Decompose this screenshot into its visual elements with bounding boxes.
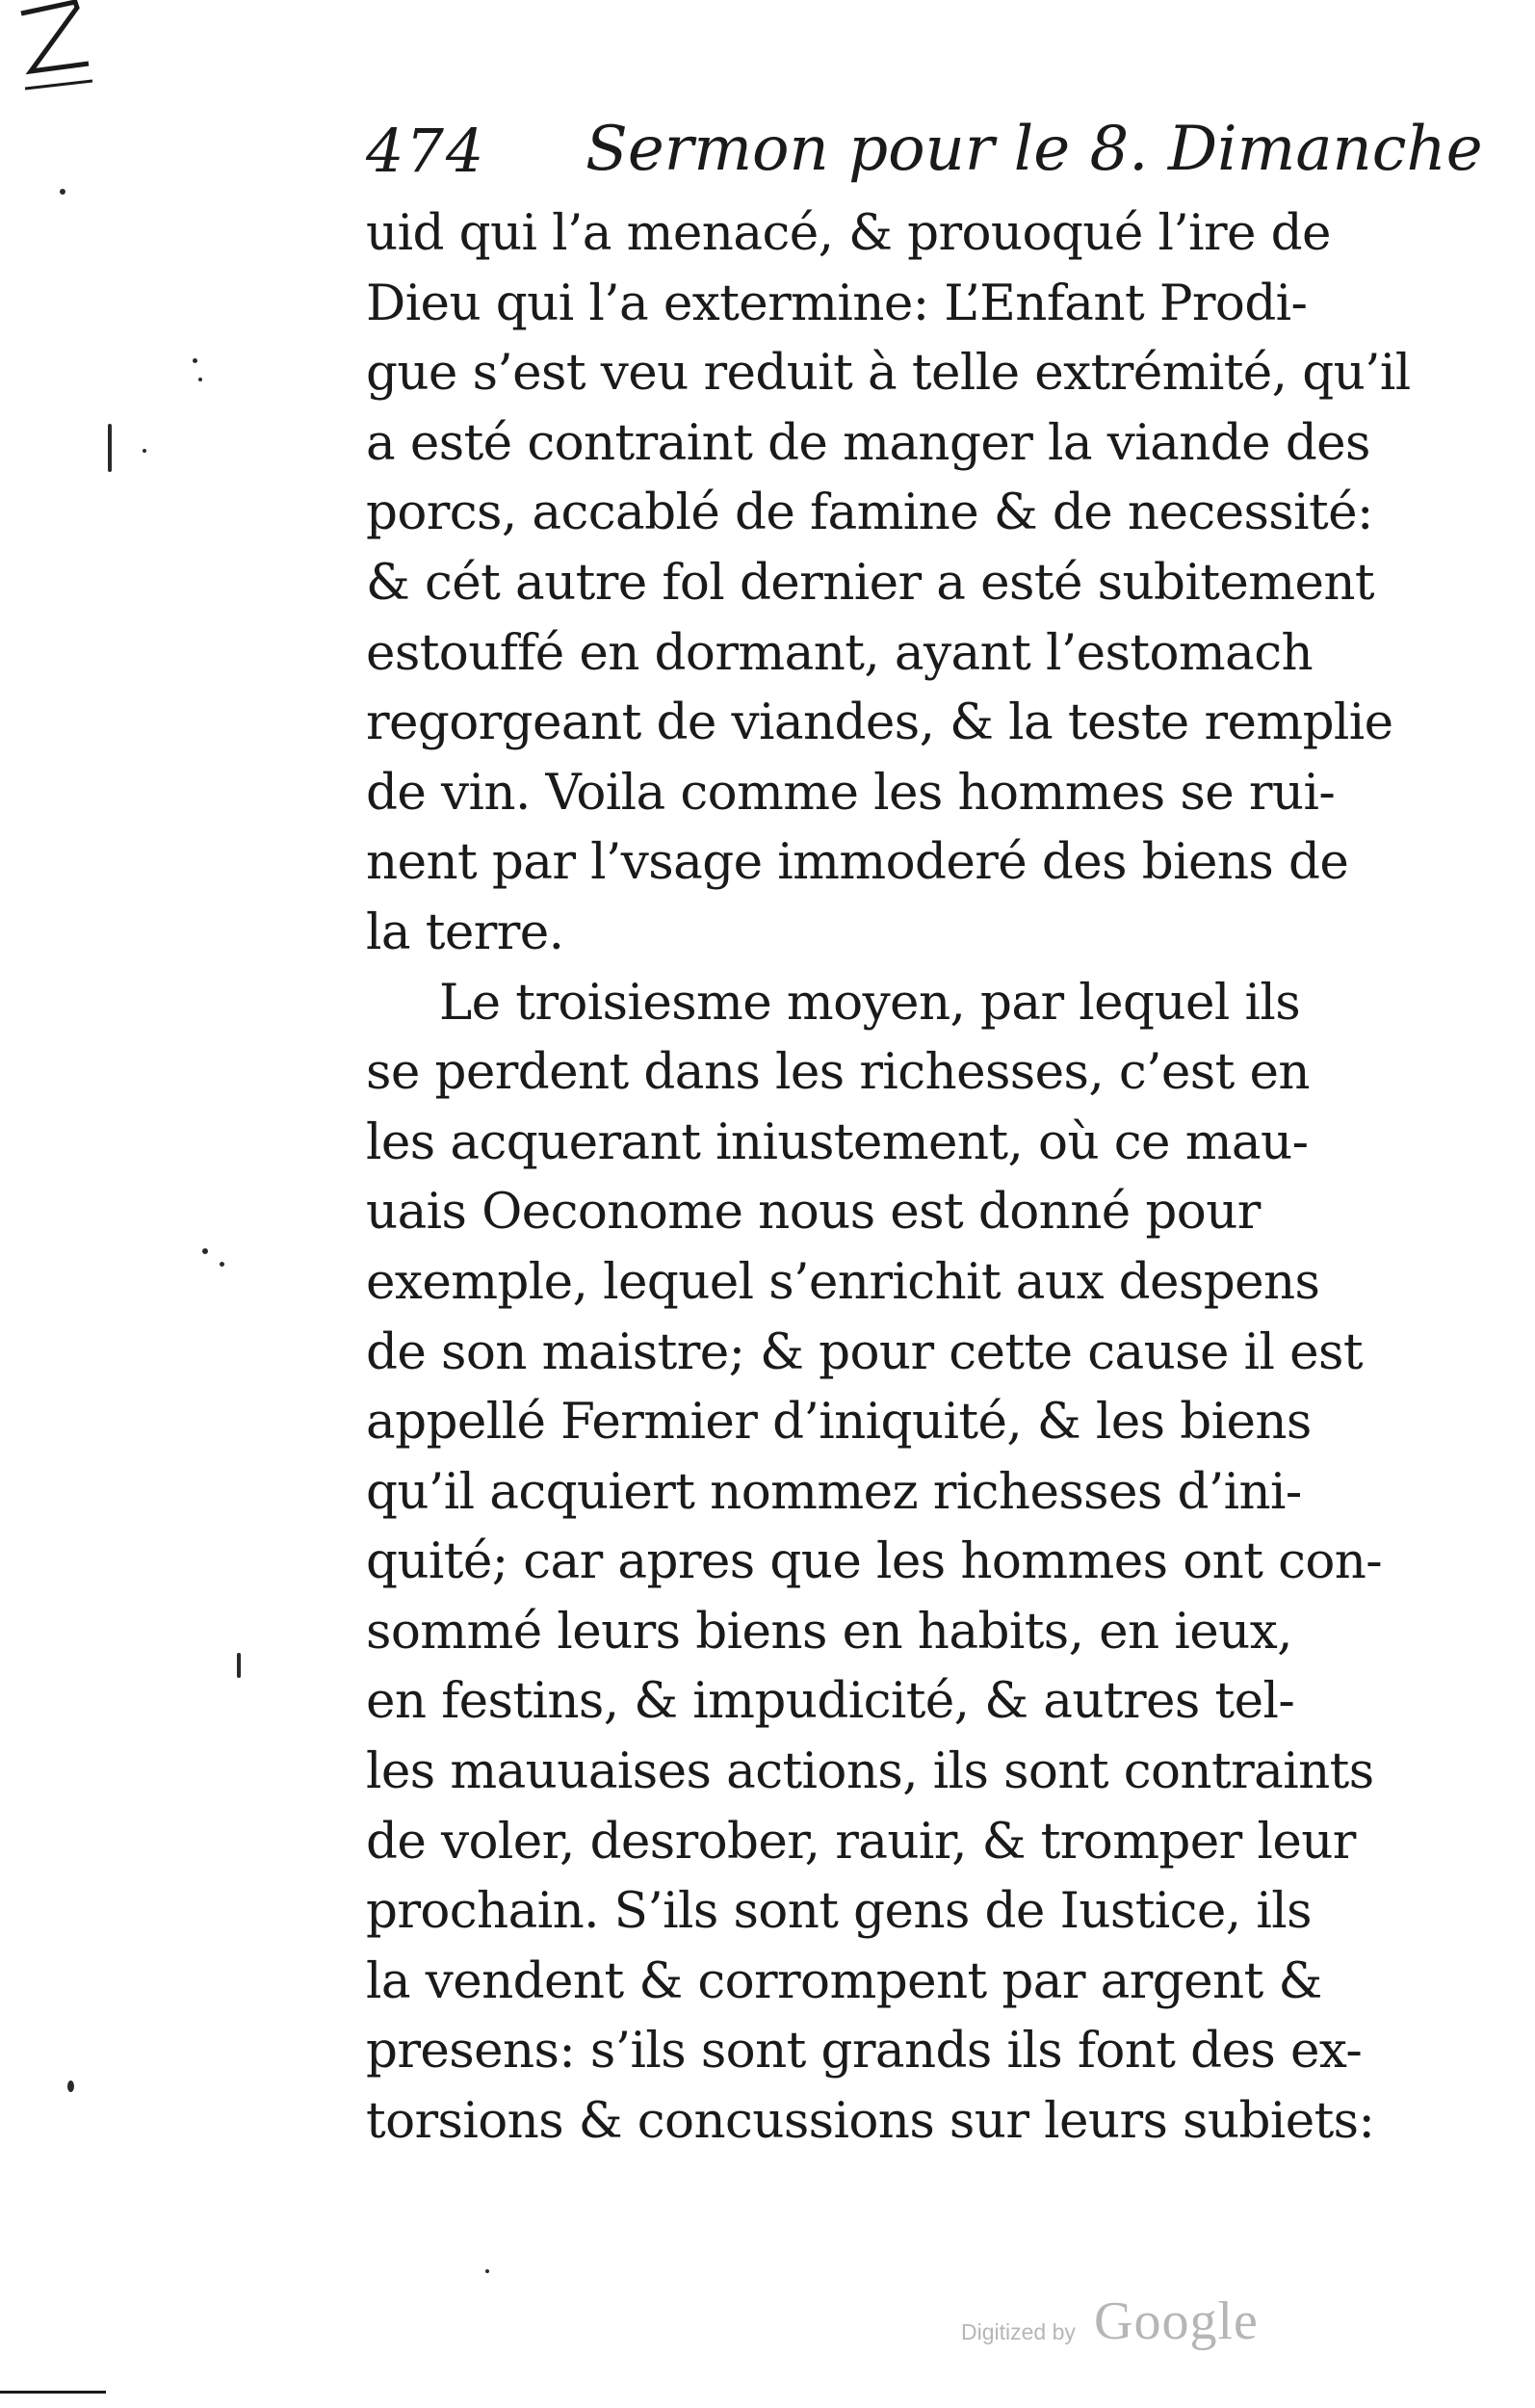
ink-speck xyxy=(198,378,202,381)
ink-speck xyxy=(60,189,65,195)
watermark-label: Digitized by xyxy=(961,2319,1076,2344)
text-line: quité; car apres que les hommes ont con- xyxy=(366,1532,1383,1591)
page-number: 474 xyxy=(366,116,486,186)
body-text xyxy=(366,198,1411,2157)
ink-speck xyxy=(67,2081,74,2092)
text-line: & cét autre fol dernier a esté subitement xyxy=(366,553,1375,612)
text-line: de vin. Voila comme les hommes se rui- xyxy=(366,763,1336,822)
text-line: nent par l’vsage immoderé des biens de xyxy=(366,833,1349,892)
ink-speck xyxy=(143,449,146,453)
ink-speck xyxy=(237,1653,241,1678)
ink-speck xyxy=(485,2269,489,2273)
ink-speck xyxy=(220,1262,224,1267)
text-line: se perdent dans les richesses, c’est en xyxy=(366,1043,1310,1102)
text-line: la vendent & corrompent par argent & xyxy=(366,1951,1322,2010)
text-line: gue s’est veu reduit à telle extrémité, qu’il xyxy=(366,344,1411,403)
text-line: torsions & concussions sur leurs subiets: xyxy=(366,2092,1375,2151)
ink-speck xyxy=(193,358,197,363)
text-line: qu’il acquiert nommez richesses d’ini- xyxy=(366,1462,1302,1521)
text-line: Dieu qui l’a extermine: L’Enfant Prodi- xyxy=(366,274,1308,332)
text-line: presens: s’ils sont grands ils font des ex- xyxy=(366,2022,1363,2081)
bottom-edge-rule xyxy=(0,2391,106,2394)
running-head: Sermon pour le 8. Dimanche xyxy=(585,114,1483,185)
corner-ink-mark xyxy=(17,0,104,106)
text-line: exemple, lequel s’enrichit aux despens xyxy=(366,1252,1320,1311)
text-line: en festins, & impudicité, & autres tel- xyxy=(366,1672,1295,1731)
text-line: sommé leurs biens en habits, en ieux, xyxy=(366,1602,1292,1661)
digitization-watermark xyxy=(961,2290,1366,2358)
ink-speck xyxy=(108,424,112,472)
text-line: prochain. S’ils sont gens de Iustice, ils xyxy=(366,1882,1312,1941)
google-logo: Google xyxy=(1094,2291,1259,2351)
text-line: de voler, desrober, rauir, & tromper leur xyxy=(366,1812,1356,1871)
text-line: regorgeant de viandes, & la teste remplie xyxy=(366,694,1393,752)
text-line: uais Oeconome nous est donné pour xyxy=(366,1183,1261,1242)
page-header xyxy=(366,114,1483,200)
ink-speck xyxy=(202,1248,208,1254)
text-line: porcs, accablé de famine & de necessité: xyxy=(366,484,1373,542)
text-line: appellé Fermier d’iniquité, & les biens xyxy=(366,1393,1312,1452)
text-line: la terre. xyxy=(366,903,564,961)
text-line: uid qui l’a menacé, & prouoqué l’ire de xyxy=(366,204,1331,262)
text-line: les mauuaises actions, ils sont contraints xyxy=(366,1742,1374,1801)
text-line: a esté contraint de manger la viande des xyxy=(366,413,1370,472)
text-line: estouffé en dormant, ayant l’estomach xyxy=(366,623,1314,682)
text-line: les acquerant iniustement, où ce mau- xyxy=(366,1112,1309,1171)
text-line: de son maistre; & pour cette cause il est xyxy=(366,1322,1363,1381)
paragraph-start-line: Le troisiesme moyen, par lequel ils xyxy=(439,973,1301,1032)
